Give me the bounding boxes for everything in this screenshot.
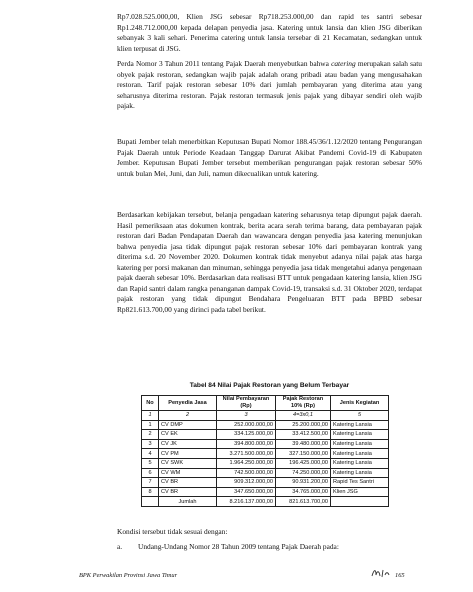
header-jenis: Jenis Kegiatan xyxy=(331,396,389,411)
table-row xyxy=(142,458,389,468)
table-row xyxy=(142,478,389,488)
cell-pajak: 33.412.500,00 xyxy=(276,430,331,440)
cell-jenis: Katering Lansia xyxy=(331,420,389,430)
index-cell: 4=3x0,1 xyxy=(276,411,331,421)
index-cell: 3 xyxy=(217,411,276,421)
cell-no: 1 xyxy=(142,420,159,430)
index-cell: 1 xyxy=(142,411,159,421)
paragraph-3: Bupati Jember telah menerbitkan Keputusan Bupati Nomor 188.45/36/1.12/2020 tentang Pengurangan Pajak Daerah untuk Periode Keadaan Tanggap Darurat Akibat Pandemi Covid-19 di Kabupaten Jember. Keputusan Bupati Jember tersebut memberikan pengurangan pajak restoran sebesar 50% untuk bulan Mei, Juni, dan Juli, namun dikecualikan untuk katering. xyxy=(117,137,422,178)
list-text: Undang-Undang Nomor 28 Tahun 2009 tentang Pajak Daerah pada: xyxy=(138,542,339,551)
cell-nilai: 334.125.000,00 xyxy=(217,430,276,440)
total-pajak: 821.613.700,00 xyxy=(276,497,331,507)
total-label: Jumlah xyxy=(159,497,217,507)
cell-nilai: 1.964.250.000,00 xyxy=(217,458,276,468)
cell-nilai: 394.800.000,00 xyxy=(217,439,276,449)
list-marker: a. xyxy=(117,542,123,551)
total-nilai: 8.216.137.000,00 xyxy=(217,497,276,507)
table-index-row xyxy=(142,411,389,421)
paragraph-4: Berdasarkan kebijakan tersebut, belanja pengadaan katering seharusnya tetap dipungut pajak daerah. Hasil pemeriksaan atas dokumen kontrak, berita acara serah terima barang, data pembayaran pajak restoran dari Badan Pendapatan Daerah dan wawancara dengan penyedia jasa katering menunjukan bahwa penyedia jasa tidak dipungut pajak restoran sebesar 10% dari pembayaran kontrak yang diterima s.d. 20 November 2020. Dokumen kontrak tidak menyebut adanya nilai pajak atas harga katering per porsi makanan dan minuman, sehingga penyedia jasa tidak mengetahui adanya pengenaan pajak daerah sebesar 10%. Berdasarkan data realisasi BTT untuk pengadaan katering lansia, klien JSG dan Rapid santri dalam rangka penanganan dampak Covid-19, transaksi s.d. 31 Oktober 2020, terdapat pajak restoran yang tidak dipungut Bendahara Pengeluaran BTT pada BPBD sebesar Rp821.613.700,00 yang dirinci pada tabel berikut. xyxy=(117,210,422,314)
footer-institution: BPK Perwakilan Provinsi Jawa Timur xyxy=(79,572,178,579)
index-cell: 2 xyxy=(159,411,217,421)
paragraph-1: Rp7.028.525.000,00, Klien JSG sebesar Rp718.253.000,00 dan rapid tes santri sebesar Rp1.248.712.000,00 kepada delapan penyedia jasa. Katering untuk lansia dan klien JSG diberikan sebanyak 3 kali sehari. Penerima catering untuk lansia tersebar di 21 Kecamatan, sedangkan untuk klien terpusat di JSG. xyxy=(117,12,422,53)
cell-no: 6 xyxy=(142,468,159,478)
list-item-a xyxy=(117,542,339,551)
cell-pajak: 327.150.000,00 xyxy=(276,449,331,459)
table-title: Tabel 84 Nilai Pajak Restoran yang Belum Terbayar xyxy=(189,382,350,389)
index-cell: 5 xyxy=(331,411,389,421)
cell-pajak: 196.425.000,00 xyxy=(276,458,331,468)
cell-penyedia: CV EK xyxy=(159,430,217,440)
cell-nilai: 252.000.000,00 xyxy=(217,420,276,430)
paraf-signature-icon xyxy=(370,567,392,579)
cell-penyedia: CV DMP xyxy=(159,420,217,430)
condition-intro: Kondisi tersebut tidak sesuai dengan: xyxy=(117,527,228,536)
cell-jenis: Katering Lansia xyxy=(331,458,389,468)
cell-pajak: 90.931.200,00 xyxy=(276,478,331,488)
cell-penyedia: CV SWK xyxy=(159,458,217,468)
table-row xyxy=(142,487,389,497)
cell-jenis: Katering Lansia xyxy=(331,439,389,449)
paragraph-2-start: Perda Nomor 3 Tahun 2011 tentang Pajak Daerah menyebutkan bahwa xyxy=(117,59,332,68)
cell-pajak: 74.250.000,00 xyxy=(276,468,331,478)
cell-penyedia: CV PM xyxy=(159,449,217,459)
table-row xyxy=(142,420,389,430)
header-pajak: Pajak Restoran 10% (Rp) xyxy=(276,396,331,411)
cell-no: 8 xyxy=(142,487,159,497)
cell-nilai: 347.650.000,00 xyxy=(217,487,276,497)
cell-pajak: 25.200.000,00 xyxy=(276,420,331,430)
table-row xyxy=(142,439,389,449)
header-nilai: Nilai Pembayaran (Rp) xyxy=(217,396,276,411)
cell-jenis: Rapid Tes Santri xyxy=(331,478,389,488)
cell-pajak: 34.765.000,00 xyxy=(276,487,331,497)
cell-jenis: Katering Lansia xyxy=(331,468,389,478)
cell-no: 7 xyxy=(142,478,159,488)
header-penyedia: Penyedia Jasa xyxy=(159,396,217,411)
cell-jenis: Katering Lansia xyxy=(331,430,389,440)
table-row xyxy=(142,449,389,459)
table-header-row xyxy=(142,396,389,411)
cell-no: 5 xyxy=(142,458,159,468)
paragraph-2 xyxy=(117,59,422,112)
table-row xyxy=(142,430,389,440)
cell-pajak: 39.480.000,00 xyxy=(276,439,331,449)
cell-no: 4 xyxy=(142,449,159,459)
paragraph-2-italic: catering xyxy=(331,59,356,68)
cell-penyedia: CV BR xyxy=(159,487,217,497)
table-total-row xyxy=(142,497,389,507)
cell-jenis: Katering Lansia xyxy=(331,449,389,459)
page-number: 165 xyxy=(395,572,405,579)
cell-penyedia: CV WM xyxy=(159,468,217,478)
cell-nilai: 3.271.500.000,00 xyxy=(217,449,276,459)
total-empty-cell xyxy=(331,497,389,507)
cell-nilai: 909.312.000,00 xyxy=(217,478,276,488)
total-empty-cell xyxy=(142,497,159,507)
cell-no: 3 xyxy=(142,439,159,449)
header-no: No xyxy=(142,396,159,411)
table-row xyxy=(142,468,389,478)
cell-no: 2 xyxy=(142,430,159,440)
cell-jenis: Klien JSG xyxy=(331,487,389,497)
cell-penyedia: CV JK xyxy=(159,439,217,449)
cell-penyedia: CV BR xyxy=(159,478,217,488)
tax-table xyxy=(141,395,389,507)
paragraph-2-end: merupakan salah satu obyek pajak restoran, sedangkan wajib pajak adalah orang pribadi atau badan yang mengusahakan restoran. Tarif pajak restoran sebesar 10% dari jumlah pembayaran yang diterima atau yang seharusnya diterima restoran. Pajak restoran termasuk jenis pajak yang dibayar sendiri oleh wajib pajak. xyxy=(117,59,422,111)
cell-nilai: 742.500.000,00 xyxy=(217,468,276,478)
